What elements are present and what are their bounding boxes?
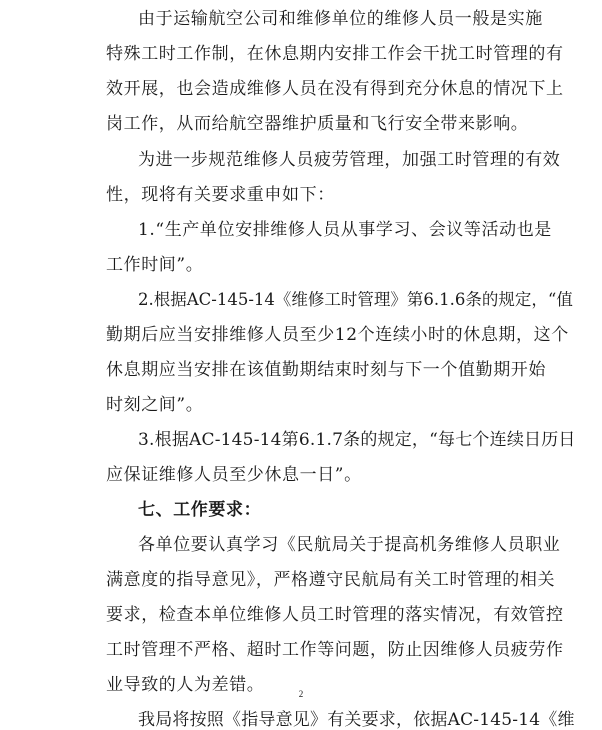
- paragraph-1-line-4: 岗工作，从而给航空器维护质量和飞行安全带来影响。: [106, 114, 529, 134]
- paragraph-1-line-1: 由于运输航空公司和维修单位的维修人员一般是实施: [138, 9, 543, 29]
- paragraph-6-line-2: 满意度的指导意见》，严格遵守民航局有关工时管理的相关: [106, 570, 556, 590]
- paragraph-3-line-1: 1.“生产单位安排维修人员从事学习、会议等活动也是: [138, 220, 552, 240]
- paragraph-6-line-1: 各单位要认真学习《民航局关于提高机务维修人员职业: [138, 535, 561, 555]
- paragraph-5-line-2: 应保证维修人员至少休息一日”。: [106, 465, 362, 485]
- paragraph-4-line-1: 2.根据AC-145-14《维修工时管理》第6.1.6条的规定，“值: [138, 290, 573, 309]
- paragraph-6-line-5: 业导致的人为差错。: [106, 675, 265, 695]
- paragraph-6-line-4: 工时管理不严格、超时工作等问题，防止因维修人员疲劳作: [106, 640, 564, 660]
- paragraph-1-line-2: 特殊工时工作制，在休息期内安排工作会干扰工时管理的有: [106, 44, 564, 64]
- paragraph-4-line-2: 勤期后应当安排维修人员至少12个连续小时的休息期，这个: [106, 325, 569, 345]
- paragraph-1-line-3: 效开展，也会造成维修人员在没有得到充分休息的情况下上: [106, 79, 564, 99]
- paragraph-3-line-2: 工作时间”。: [106, 255, 204, 275]
- paragraph-5-line-1: 3.根据AC-145-14第6.1.7条的规定，“每七个连续日历日: [138, 430, 576, 450]
- paragraph-7-line-1: 我局将按照《指导意见》有关要求，依据AC-145-14《维: [138, 710, 575, 730]
- paragraph-6-line-3: 要求，检查本单位维修人员工时管理的落实情况，有效管控: [106, 605, 564, 625]
- paragraph-2-line-1: 为进一步规范维修人员疲劳管理，加强工时管理的有效: [138, 150, 561, 170]
- section-heading: 七、工作要求：: [138, 500, 262, 520]
- paragraph-4-line-3: 休息期应当安排在该值勤期结束时刻与下一个值勤期开始: [106, 360, 546, 380]
- paragraph-2-line-2: 性，现将有关要求重申如下：: [106, 185, 335, 205]
- paragraph-4-line-4: 时刻之间”。: [106, 395, 204, 415]
- page-number: 2: [298, 689, 304, 699]
